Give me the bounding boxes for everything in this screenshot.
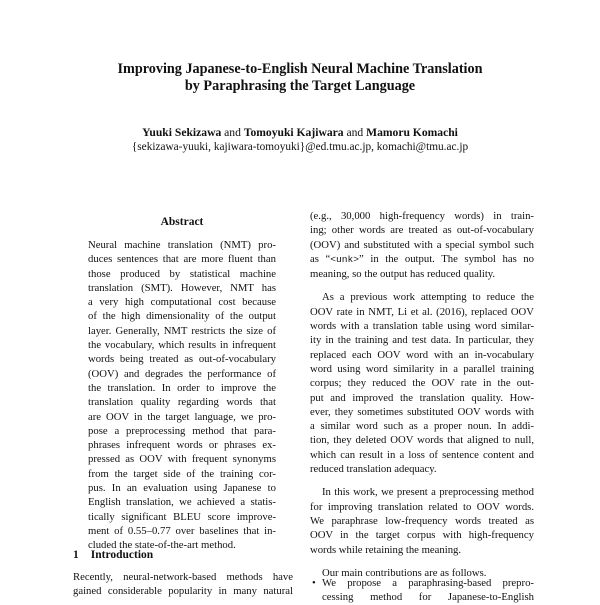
abstract-line: a very high computational cost because [88, 296, 276, 309]
intro-line: Recently, neural-network-based methods have [73, 571, 293, 583]
abstract-heading: Abstract [160, 216, 204, 228]
unk-prefix: as “ [310, 252, 331, 265]
abstract-line: pose a preprocessing method that para- [88, 424, 276, 437]
body-line: (OOV) and substituted with a special symbol such [310, 238, 534, 251]
abstract-line: translation (SMT). However, NMT has [88, 281, 276, 294]
body-line: tion, they deleted OOV words that aligned to null, [310, 434, 534, 447]
abstract-line: words being treated as out-of-vocabulary [88, 353, 276, 366]
body-line: word using word similarity in a parallel training [310, 362, 534, 375]
body-line: corpus; they reduced the OOV rate in the out- [310, 377, 534, 390]
body-line: meaning, so the output has reduced quality. [310, 268, 496, 281]
author-conjunction: and [346, 126, 364, 139]
unk-suffix: ” in the output. The symbol has no [359, 252, 534, 265]
body-line: put and improved the translation quality. How- [310, 391, 534, 404]
intro-line: gained considerable popularity in many natural [73, 585, 293, 598]
bullet-icon: • [312, 577, 316, 589]
body-line: As a previous work attempting to reduce the [322, 291, 534, 304]
title-line-1: Improving Japanese-to-English Neural Machine Translation [117, 61, 483, 77]
author-conjunction: and [224, 126, 241, 139]
author-list [60, 125, 540, 140]
body-line: ing; other words are treated as out-of-vocabulary [310, 224, 534, 237]
abstract-line: phrases infrequent words or phrases ex- [88, 439, 276, 452]
body-line: which can result in a loss of sentence content and [310, 448, 534, 461]
body-line: words with a translation table using word similar- [310, 320, 534, 333]
author-emails: {sekizawa-yuuki, kajiwara-tomoyuki}@ed.tmu.ac.jp, komachi@tmu.ac.jp [131, 141, 469, 153]
body-line: ever, they sometimes substituted OOV words with [310, 405, 534, 418]
abstract-line: cluded the state-of-the-art method. [88, 539, 236, 552]
unk-token: <unk> [330, 253, 360, 265]
body-line-unk [310, 252, 534, 267]
abstract-line: of the high dimensionality of the output [88, 310, 276, 323]
abstract-line: from the target side of the training cor- [88, 467, 276, 480]
author-2: Tomoyuki Kajiwara [243, 126, 344, 139]
body-line: Our main contributions are as follows. [322, 566, 487, 579]
right-column [310, 209, 534, 580]
body-line: for improving translation related to OOV words. [310, 500, 534, 513]
body-line: reduced translation adequacy. [310, 463, 437, 476]
abstract-line: Neural machine translation (NMT) pro- [88, 239, 276, 251]
bullet-line: We propose a paraphrasing-based prepro- [322, 577, 534, 589]
abstract-body [88, 238, 276, 553]
abstract-line: duces sentences that are more fluent than [88, 253, 276, 266]
paper-title [60, 61, 540, 95]
body-line: (e.g., 30,000 high-frequency words) in train- [310, 210, 534, 222]
abstract-line: pus. In an evaluation using Japanese to [88, 482, 276, 495]
abstract-line: the vocabulary, which results in infrequent [88, 339, 276, 352]
body-line: OOV rate in NMT, Li et al. (2016), replaced OOV [310, 305, 534, 318]
section-title: Introduction [90, 549, 154, 561]
abstract-line: layer. Generally, NMT restricts the size of [88, 324, 276, 337]
bullet-line: cessing method for Japanese-to-English [322, 591, 534, 604]
title-line-2: by Paraphrasing the Target Language [184, 78, 416, 94]
introduction-body [73, 570, 293, 599]
abstract-line: translation quality regarding words that [88, 396, 276, 409]
abstract-line: those produced by statistical machine [88, 267, 276, 280]
section-heading-introduction [73, 548, 153, 562]
body-line: In this work, we present a preprocessing method [322, 486, 534, 499]
section-number: 1 [73, 549, 79, 561]
abstract-line: tically significant BLEU score improve- [88, 510, 276, 523]
body-line: ity in the training and test data. In particular, they [310, 334, 534, 347]
abstract-line: are OOV in the target language, we pro- [88, 410, 276, 423]
abstract-line: pressed as OOV with frequent synonyms [88, 453, 276, 466]
body-line: words while retaining the meaning. [310, 543, 462, 556]
contribution-bullet [312, 576, 534, 605]
body-line: a similar word such as a proper noun. In addi- [310, 420, 534, 433]
abstract-line: ment of 0.55–0.77 over baselines that in- [88, 524, 276, 537]
abstract-line: English translation, we achieved a statis- [88, 496, 276, 509]
body-line: We paraphrase low-frequency words treated as [310, 514, 534, 527]
body-line: OOV in the target corpus with high-frequency [310, 529, 534, 542]
abstract-line: (OOV) and degrades the performance of [88, 367, 276, 380]
author-3: Mamoru Komachi [366, 126, 458, 139]
body-line: replaced each OOV word with an in-vocabulary [310, 348, 534, 361]
abstract-line: the translation. In order to improve the [88, 381, 276, 394]
author-1: Yuuki Sekizawa [142, 126, 222, 139]
